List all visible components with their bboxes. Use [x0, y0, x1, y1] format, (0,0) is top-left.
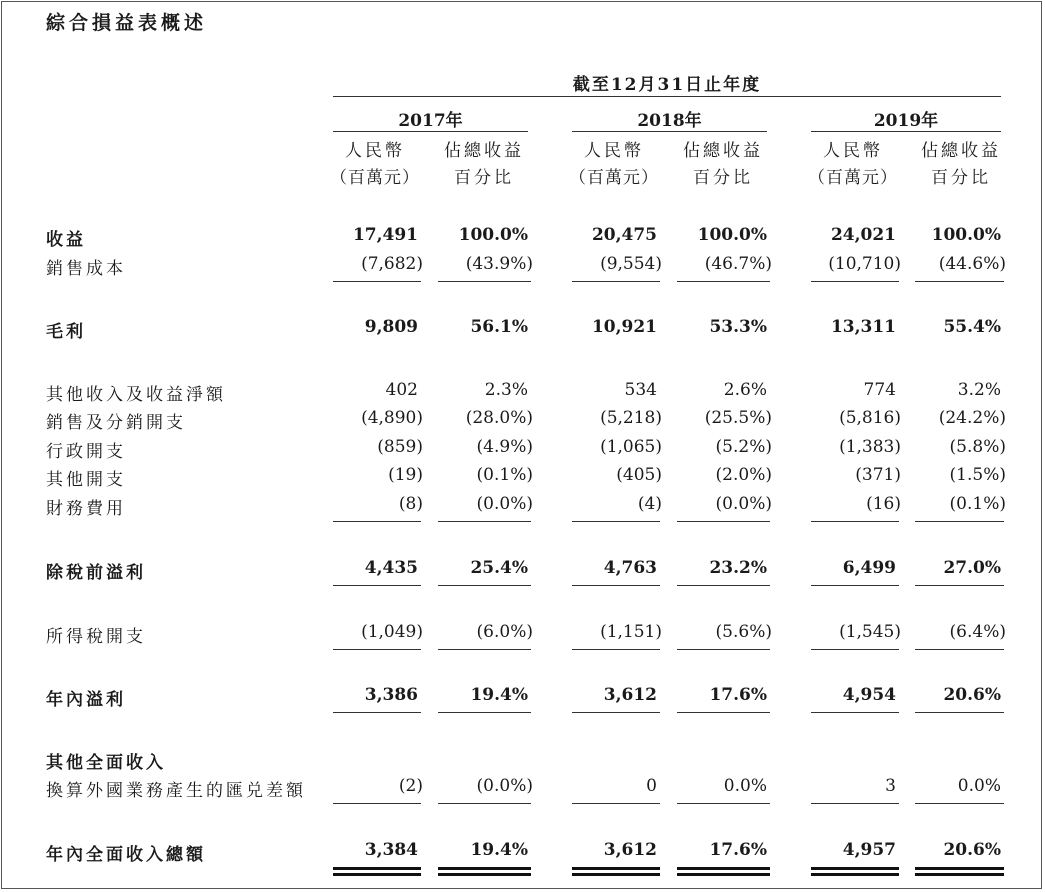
subtotal-rule — [333, 803, 421, 804]
amount-cell: (1,065) — [600, 437, 662, 457]
subtotal-rule — [811, 803, 899, 804]
amount-cell: (405) — [616, 465, 662, 485]
row-label: 年內溢利 — [46, 690, 126, 710]
subtotal-rule — [915, 281, 1004, 282]
total-double-rule — [915, 867, 1004, 870]
percent-cell: 19.4% — [470, 685, 528, 705]
pct-header-line1: 佔總收益 — [683, 141, 763, 161]
total-double-rule — [677, 873, 770, 876]
year-header-2017: 2017年 — [398, 111, 463, 131]
percent-cell: (46.7%) — [704, 254, 772, 274]
amount-cell: 3,612 — [603, 685, 657, 705]
subtotal-rule — [915, 521, 1004, 522]
percent-cell: (0.0%) — [715, 494, 772, 514]
percent-cell: 17.6% — [709, 685, 767, 705]
row-label: 財務費用 — [46, 499, 126, 519]
amount-cell: 4,957 — [842, 840, 896, 860]
percent-cell: 55.4% — [943, 317, 1001, 337]
amount-cell: 10,921 — [591, 317, 657, 337]
subtotal-rule — [572, 585, 660, 586]
subtotal-rule — [438, 712, 531, 713]
amount-cell: (1,151) — [600, 622, 662, 642]
percent-cell: (43.9%) — [465, 254, 533, 274]
pct-header-line2: 百分比 — [693, 168, 753, 188]
pct-header-line2: 百分比 — [454, 168, 514, 188]
subtotal-rule — [572, 803, 660, 804]
pct-header-2018 — [673, 138, 773, 192]
subtotal-rule — [677, 712, 770, 713]
percent-cell: 2.3% — [484, 380, 528, 400]
amount-cell: (1,383) — [839, 437, 901, 457]
subtotal-rule — [572, 649, 660, 650]
subtotal-rule — [438, 521, 531, 522]
percent-cell: (4.9%) — [476, 437, 533, 457]
year-header-2018: 2018年 — [637, 111, 702, 131]
amount-cell: 4,763 — [603, 558, 657, 578]
pct-header-line2: 百分比 — [931, 168, 991, 188]
subtotal-rule — [811, 712, 899, 713]
amount-cell: (4,890) — [361, 408, 423, 428]
percent-cell: (0.1%) — [476, 465, 533, 485]
amount-cell: 402 — [385, 380, 418, 400]
percent-cell: (2.0%) — [715, 465, 772, 485]
percent-cell: 100.0% — [458, 225, 528, 245]
amount-header-2018 — [569, 138, 659, 192]
table-title: 綜合損益表概述 — [46, 12, 208, 34]
percent-cell: (0.0%) — [476, 494, 533, 514]
year-underline-2018 — [572, 131, 767, 132]
total-double-rule — [677, 867, 770, 870]
subtotal-rule — [915, 803, 1004, 804]
percent-cell: (5.2%) — [715, 437, 772, 457]
amount-cell: 6,499 — [842, 558, 896, 578]
subtotal-rule — [333, 712, 421, 713]
percent-cell: (24.2%) — [938, 408, 1006, 428]
row-label: 其他全面收入 — [46, 753, 166, 773]
subtotal-rule — [333, 281, 421, 282]
subtotal-rule — [572, 521, 660, 522]
amount-cell: 20,475 — [591, 225, 657, 245]
row-label: 其他開支 — [46, 470, 126, 490]
total-double-rule — [572, 867, 660, 870]
period-header: 截至12月31日止年度 — [572, 75, 762, 95]
percent-cell: 0.0% — [957, 776, 1001, 796]
percent-cell: 100.0% — [931, 225, 1001, 245]
percent-cell: (0.1%) — [949, 494, 1006, 514]
amount-cell: 4,954 — [842, 685, 896, 705]
amount-cell: (16) — [866, 494, 901, 514]
subtotal-rule — [333, 585, 421, 586]
subtotal-rule — [333, 649, 421, 650]
subtotal-rule — [677, 649, 770, 650]
amount-cell: 17,491 — [352, 225, 418, 245]
total-double-rule — [811, 867, 899, 870]
amount-header-2017 — [330, 138, 420, 192]
subtotal-rule — [915, 585, 1004, 586]
amount-cell: 0 — [646, 776, 657, 796]
amount-header-2019 — [808, 138, 898, 192]
percent-cell: 56.1% — [470, 317, 528, 337]
amount-cell: (371) — [855, 465, 901, 485]
pct-header-2019 — [911, 138, 1011, 192]
subtotal-rule — [677, 281, 770, 282]
percent-cell: 20.6% — [943, 685, 1001, 705]
subtotal-rule — [915, 712, 1004, 713]
year-underline-2019 — [811, 131, 1001, 132]
row-label: 其他收入及收益淨額 — [46, 385, 226, 405]
amount-cell: 4,435 — [364, 558, 418, 578]
amount-cell: (7,682) — [361, 254, 423, 274]
subtotal-rule — [811, 521, 899, 522]
subtotal-rule — [811, 281, 899, 282]
subtotal-rule — [677, 585, 770, 586]
amount-cell: 534 — [624, 380, 657, 400]
year-header-2019: 2019年 — [873, 111, 939, 131]
amount-cell: 13,311 — [830, 317, 896, 337]
subtotal-rule — [811, 585, 899, 586]
percent-cell: (28.0%) — [465, 408, 533, 428]
percent-cell: 17.6% — [709, 840, 767, 860]
percent-cell: (0.0%) — [476, 776, 533, 796]
subtotal-rule — [915, 649, 1004, 650]
percent-cell: 20.6% — [943, 840, 1001, 860]
subtotal-rule — [572, 712, 660, 713]
period-underline — [333, 96, 1001, 97]
amount-cell: (859) — [377, 437, 423, 457]
amount-cell: 24,021 — [830, 225, 896, 245]
row-label: 行政開支 — [46, 442, 126, 462]
subtotal-rule — [438, 281, 531, 282]
amount-cell: (8) — [398, 494, 423, 514]
subtotal-rule — [677, 803, 770, 804]
row-label: 所得稅開支 — [46, 627, 146, 647]
subtotal-rule — [438, 585, 531, 586]
amount-header-line2: （百萬元） — [330, 168, 420, 188]
subtotal-rule — [811, 649, 899, 650]
amount-cell: (1,545) — [839, 622, 901, 642]
amount-header-line1: 人民幣 — [823, 141, 883, 161]
percent-cell: 0.0% — [723, 776, 767, 796]
percent-cell: 3.2% — [957, 380, 1001, 400]
amount-cell: (9,554) — [600, 254, 662, 274]
row-label: 毛利 — [46, 322, 86, 342]
percent-cell: 19.4% — [470, 840, 528, 860]
percent-cell: (25.5%) — [704, 408, 772, 428]
subtotal-rule — [438, 649, 531, 650]
percent-cell: 25.4% — [470, 558, 528, 578]
percent-cell: 100.0% — [697, 225, 767, 245]
amount-cell: 3,386 — [364, 685, 418, 705]
amount-header-line2: （百萬元） — [808, 168, 898, 188]
pct-header-2017 — [434, 138, 534, 192]
row-label: 銷售成本 — [46, 259, 126, 279]
amount-cell: 774 — [863, 380, 896, 400]
amount-cell: (1,049) — [361, 622, 423, 642]
subtotal-rule — [333, 521, 421, 522]
amount-cell: 3,384 — [364, 840, 418, 860]
percent-cell: (5.6%) — [715, 622, 772, 642]
amount-cell: (10,710) — [828, 254, 901, 274]
percent-cell: 23.2% — [709, 558, 767, 578]
total-double-rule — [915, 873, 1004, 876]
amount-header-line2: （百萬元） — [569, 168, 659, 188]
percent-cell: 2.6% — [723, 380, 767, 400]
amount-cell: (19) — [388, 465, 423, 485]
row-label: 年內全面收入總額 — [46, 845, 206, 865]
total-double-rule — [333, 873, 421, 876]
percent-cell: (1.5%) — [949, 465, 1006, 485]
percent-cell: (5.8%) — [949, 437, 1006, 457]
total-double-rule — [572, 873, 660, 876]
total-double-rule — [438, 873, 531, 876]
amount-header-line1: 人民幣 — [345, 141, 405, 161]
amount-cell: (2) — [398, 776, 423, 796]
pct-header-line1: 佔總收益 — [921, 141, 1001, 161]
subtotal-rule — [677, 521, 770, 522]
pct-header-line1: 佔總收益 — [444, 141, 524, 161]
amount-cell: (5,218) — [600, 408, 662, 428]
subtotal-rule — [572, 281, 660, 282]
percent-cell: (6.4%) — [949, 622, 1006, 642]
row-label: 換算外國業務產生的匯兑差額 — [46, 781, 306, 801]
amount-cell: 9,809 — [364, 317, 418, 337]
percent-cell: 53.3% — [709, 317, 767, 337]
amount-cell: 3 — [885, 776, 896, 796]
percent-cell: 27.0% — [943, 558, 1001, 578]
row-label: 銷售及分銷開支 — [46, 413, 186, 433]
percent-cell: (6.0%) — [476, 622, 533, 642]
total-double-rule — [811, 873, 899, 876]
amount-header-line1: 人民幣 — [584, 141, 644, 161]
total-double-rule — [333, 867, 421, 870]
percent-cell: (44.6%) — [938, 254, 1006, 274]
year-underline-2017 — [333, 131, 528, 132]
subtotal-rule — [438, 803, 531, 804]
row-label: 收益 — [46, 230, 86, 250]
amount-cell: (4) — [637, 494, 662, 514]
amount-cell: (5,816) — [839, 408, 901, 428]
amount-cell: 3,612 — [603, 840, 657, 860]
total-double-rule — [438, 867, 531, 870]
row-label: 除稅前溢利 — [46, 563, 146, 583]
